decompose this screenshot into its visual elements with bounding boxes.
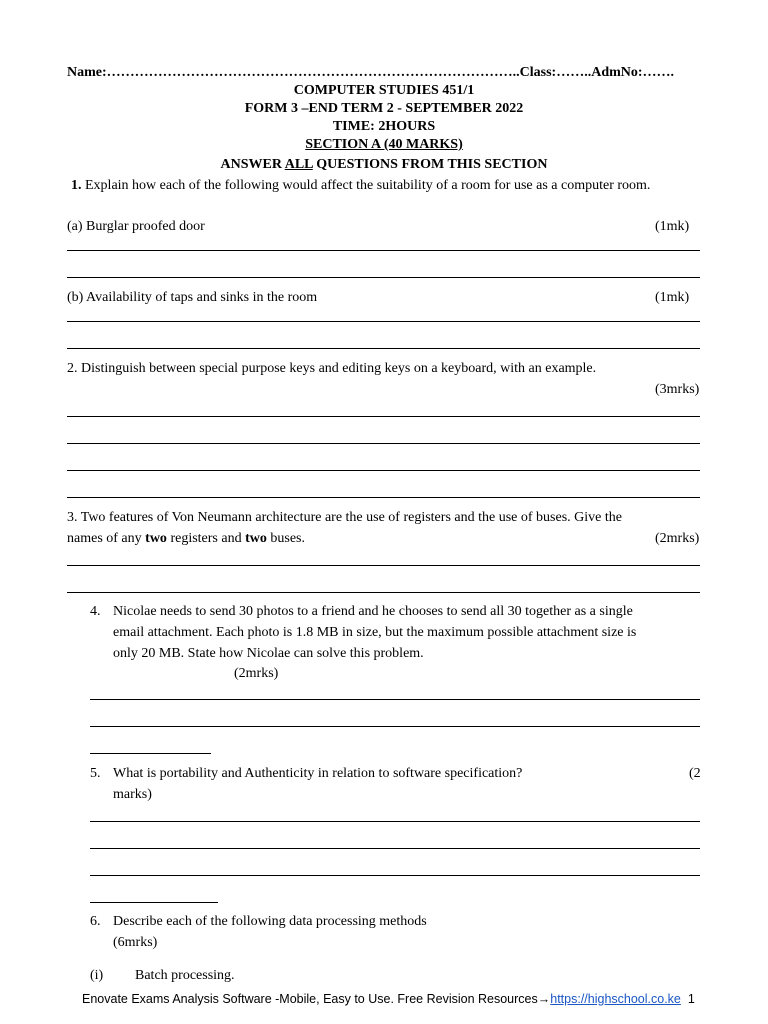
question-5-marks-cont: marks) xyxy=(113,787,152,802)
footer-link[interactable]: https://highschool.co.ke xyxy=(550,992,681,1006)
question-3-line1: 3. Two features of Von Neumann architecture are the use of registers and the use of buses. Give the xyxy=(67,510,622,525)
answer-line xyxy=(67,250,700,251)
question-1: 1. Explain how each of the following would affect the suitability of a room for use as a computer room. xyxy=(71,178,651,193)
exam-title: COMPUTER STUDIES 451/1 xyxy=(293,83,475,98)
arrow-right-icon: → xyxy=(537,992,551,1006)
question-4-line3: only 20 MB. State how Nicolae can solve this problem. xyxy=(113,646,424,661)
answer-line xyxy=(67,416,700,417)
answer-line xyxy=(90,848,700,849)
instructions: ANSWER ALL QUESTIONS FROM THIS SECTION xyxy=(220,157,548,172)
page-footer: Enovate Exams Analysis Software -Mobile, Easy to Use. Free Revision Resources→https://highschool.co.ke 1 xyxy=(82,992,695,1006)
answer-line xyxy=(67,277,700,278)
question-1b-marks: (1mk) xyxy=(655,290,690,305)
section-heading: SECTION A (40 MARKS) xyxy=(305,137,463,152)
question-5-number: 5. xyxy=(90,766,101,781)
question-3-marks: (2mrks) xyxy=(655,531,700,546)
question-6-text: Describe each of the following data processing methods xyxy=(113,914,427,929)
answer-line xyxy=(90,753,211,754)
answer-line xyxy=(90,875,700,876)
exam-term: FORM 3 –END TERM 2 - SEPTEMBER 2022 xyxy=(244,101,524,116)
answer-line xyxy=(90,699,700,700)
exam-time: TIME: 2HOURS xyxy=(332,119,436,134)
question-6-item-number: (i) xyxy=(90,968,104,983)
answer-line xyxy=(67,443,700,444)
question-2-marks: (3mrks) xyxy=(655,382,700,397)
question-3-line2: names of any two registers and two buses. xyxy=(67,531,305,546)
name-class-admno-line: Name:……………………………………………………………………………..Class:……..AdmNo:……. xyxy=(67,65,675,80)
page-number: 1 xyxy=(687,992,695,1006)
question-5-marks: (2 xyxy=(689,766,701,781)
answer-line xyxy=(67,592,700,593)
question-4-line1: Nicolae needs to send 30 photos to a friend and he chooses to send all 30 together as a single xyxy=(113,604,633,619)
question-1a-marks: (1mk) xyxy=(655,219,690,234)
question-4-line2: email attachment. Each photo is 1.8 MB in size, but the maximum possible attachment size is xyxy=(113,625,637,640)
question-4-number: 4. xyxy=(90,604,101,619)
question-6-item-text: Batch processing. xyxy=(135,968,235,983)
question-2: 2. Distinguish between special purpose keys and editing keys on a keyboard, with an example. xyxy=(67,361,597,376)
answer-line xyxy=(67,321,700,322)
answer-line xyxy=(90,902,218,903)
answer-line xyxy=(67,565,700,566)
question-1b: (b) Availability of taps and sinks in the room xyxy=(67,290,318,305)
question-6-number: 6. xyxy=(90,914,101,929)
question-6-marks: (6mrks) xyxy=(113,935,158,950)
answer-line xyxy=(90,726,700,727)
answer-line xyxy=(90,821,700,822)
answer-line xyxy=(67,497,700,498)
question-1a: (a) Burglar proofed door xyxy=(67,219,205,234)
question-5-text: What is portability and Authenticity in relation to software specification? xyxy=(113,766,523,781)
answer-line xyxy=(67,470,700,471)
answer-line xyxy=(67,348,700,349)
question-4-marks: (2mrks) xyxy=(234,666,279,681)
